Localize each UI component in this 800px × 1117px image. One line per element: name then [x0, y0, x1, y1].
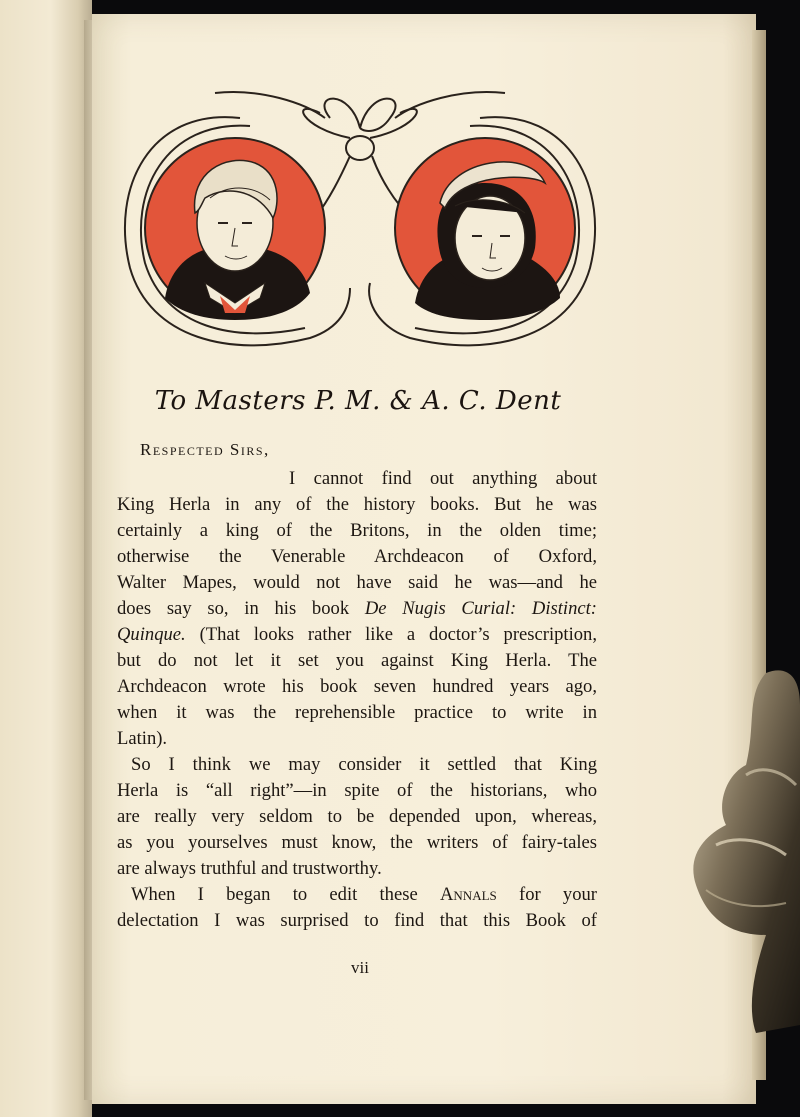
text-line: [117, 622, 597, 648]
text-line: certainly a king of the Britons, in the olden time;: [117, 520, 597, 541]
page-number: vii: [351, 958, 369, 977]
text-fragment: for your: [519, 884, 598, 905]
text-line: otherwise the Venerable Archdeacon of Oxford,: [117, 546, 597, 567]
text-line: [117, 596, 597, 622]
annals-word: Annals: [439, 884, 497, 905]
text-line: So I think we may consider it settled that King: [131, 754, 597, 775]
body-text: [117, 466, 597, 934]
salutation: Respected Sirs,: [140, 440, 270, 459]
left-page-edge: [0, 0, 92, 1117]
text-fragment: Quinque.: [117, 624, 186, 645]
text-line: Herla is “all right”—in spite of the historians, who: [117, 780, 597, 801]
text-line: when it was the reprehensible practice to write in: [117, 702, 597, 723]
text-line: Archdeacon wrote his book seven hundred years ago,: [117, 676, 597, 697]
dedication-title: To Masters P. M. & A. C. Dent: [154, 386, 562, 416]
text-line: [117, 882, 597, 908]
text-fragment: When I began to edit these: [131, 884, 418, 905]
text-fragment: (That looks rather like a doctor’s prescription,: [199, 624, 597, 645]
text-line: are really very seldom to be depended upon, whereas,: [117, 806, 597, 827]
text-line: delectation I was surprised to find that this Book of: [117, 910, 597, 931]
twin-portrait-illustration: [110, 88, 610, 358]
text-line: are always truthful and trustworthy.: [117, 858, 382, 879]
book-title: De Nugis Curial: Distinct:: [364, 598, 597, 619]
text-line: but do not let it set you against King Herla. The: [117, 650, 597, 671]
text-line: Latin).: [117, 728, 168, 749]
metal-clasp: [686, 665, 800, 1035]
text-line: Walter Mapes, would not have said he was—and he: [117, 572, 597, 593]
text-line: King Herla in any of the history books. But he was: [117, 494, 597, 515]
text-line: as you yourselves must know, the writers of fairy-tales: [117, 832, 597, 853]
text-fragment: does say so, in his book: [117, 598, 350, 619]
text-line: I cannot find out anything about: [289, 468, 597, 489]
